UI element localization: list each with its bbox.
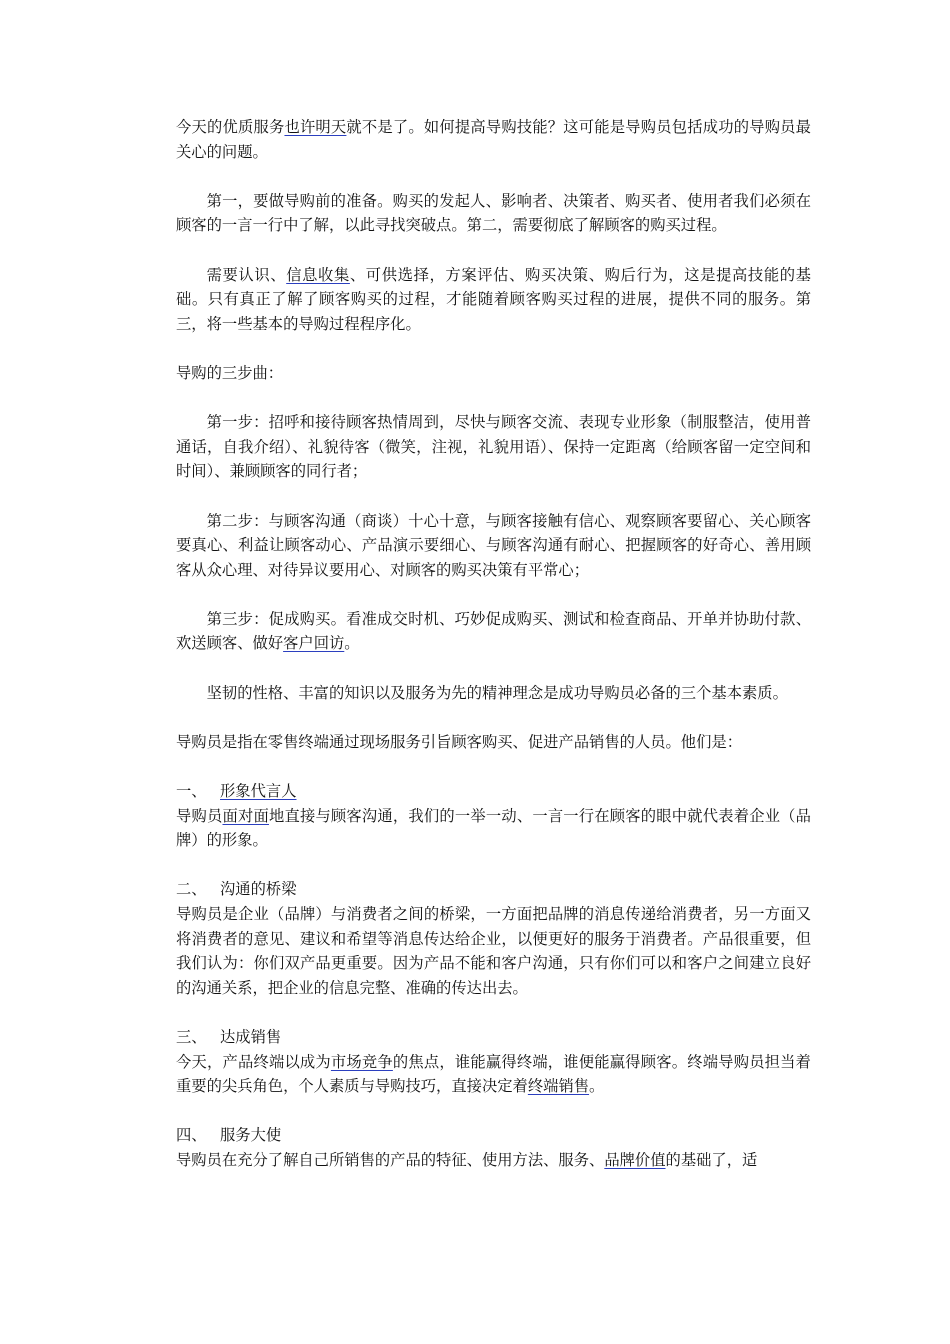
text-run: 。: [589, 1077, 605, 1096]
section-body-4: [176, 1148, 811, 1173]
text-run: 、可供选择，方案评估、购买决策、购后行为，这是提高技能的基础。只有真正了解了顾客购买的过程，才能随着顾客购买过程的进展，提供不同的服务。第三，将一些基本的导购过程程序化。: [176, 265, 811, 333]
link-zhong-duan-xiao-shou[interactable]: 终端销售: [527, 1077, 590, 1096]
section-heading-2: [176, 877, 811, 902]
text-run: 导购员: [176, 806, 223, 825]
text-run: 。: [344, 634, 360, 653]
section-heading-4: [176, 1123, 811, 1148]
section-number: 四、: [176, 1126, 207, 1145]
paragraph-intro: [176, 115, 811, 164]
link-ye-xu-ming-tian[interactable]: 也许明天: [284, 118, 347, 136]
paragraph-first-step-prep: 第一，要做导购前的准备。购买的发起人、影响者、决策者、购买者、使用者我们必须在顾客的一言一行中了解，以此寻找突破点。第二，需要彻底了解顾客的购买过程。: [176, 191, 811, 235]
paragraph-definition: 导购员是指在零售终端通过现场服务引旨顾客购买、促进产品销售的人员。他们是：: [176, 732, 742, 751]
section-heading-1: [176, 779, 811, 804]
link-xin-xi-shou-ji[interactable]: 信息收集: [286, 265, 350, 284]
paragraph-purchase-process: [176, 263, 811, 337]
section-heading-3: [176, 1025, 811, 1050]
section-body-2: 导购员是企业（品牌）与消费者之间的桥梁，一方面把品牌的消息传递给消费者，另一方面又将消费者的意见、建议和希望等消息传达给企业，以便更好的服务于消费者。产品很重要，但我们认为：你们双产品更重要。因为产品不能和客户沟通，只有你们可以和客户之间建立良好的沟通关系，把企业的信息完整、准确的传达出去。: [176, 905, 811, 997]
text-run: 需要认识、: [206, 265, 287, 284]
link-pin-pai-jia-zhi[interactable]: 品牌价值: [604, 1150, 666, 1169]
text-run: 今天的优质服务: [176, 118, 285, 136]
paragraph-qualities: 坚韧的性格、丰富的知识以及服务为先的精神理念是成功导购员必备的三个基本素质。: [206, 683, 788, 702]
section-title: 达成销售: [220, 1027, 282, 1046]
section-number: 二、: [176, 880, 207, 899]
text-run: 的基础了，适: [665, 1150, 758, 1169]
paragraph-three-steps-heading: 导购的三步曲：: [176, 363, 284, 382]
paragraph-step-two: 第二步：与顾客沟通（商谈）十心十意，与顾客接触有信心、观察顾客要留心、关心顾客要真心、利益让顾客动心、产品演示要细心、与顾客沟通有耐心、把握顾客的好奇心、善用顾客从众心理、对待异议要用心、对顾客的购买决策有平常心；: [176, 511, 811, 579]
link-ke-hu-hui-fang[interactable]: 客户回访: [283, 634, 345, 653]
section-number: 三、: [176, 1027, 207, 1046]
paragraph-step-one: 第一步：招呼和接待顾客热情周到，尽快与顾客交流、表现专业形象（制服整洁，使用普通话，自我介绍）、礼貌待客（微笑，注视，礼貌用语）、保持一定距离（给顾客留一定空间和时间）、兼顾顾客的同行者；: [176, 413, 811, 481]
text-run: 今天，产品终端以成为: [176, 1052, 331, 1071]
section-number: 一、: [176, 782, 207, 801]
link-xing-xiang-dai-yan-ren[interactable]: 形象代言人: [220, 782, 297, 801]
text-run: 地直接与顾客沟通，我们的一举一动、一言一行在顾客的眼中就代表着企业（品牌）的形象。: [176, 806, 811, 850]
link-shi-chang-jing-zheng[interactable]: 市场竞争: [330, 1052, 393, 1071]
link-mian-dui-mian[interactable]: 面对面: [222, 806, 269, 825]
section-title: 沟通的桥梁: [220, 880, 297, 899]
text-run: 的焦点，谁能赢得终端，谁便能赢得顾客。终端导购员担当着重要的尖兵角色，个人素质与导购技巧，直接决定着: [176, 1052, 811, 1096]
section-body-1: [176, 804, 811, 853]
document-body: [176, 115, 811, 1197]
text-run: 就不是了。如何提高导购技能？这可能是导购员包括成功的导购员最关心的问题。: [176, 118, 811, 161]
text-run: 导购员在充分了解自己所销售的产品的特征、使用方法、服务、: [176, 1150, 605, 1169]
section-title: 服务大使: [220, 1126, 282, 1145]
paragraph-step-three: [176, 607, 811, 656]
section-body-3: [176, 1050, 811, 1099]
text-run: 第三步：促成购买。看准成交时机、巧妙促成购买、测试和检查商品、开单并协助付款、欢送顾客、做好: [176, 609, 811, 653]
